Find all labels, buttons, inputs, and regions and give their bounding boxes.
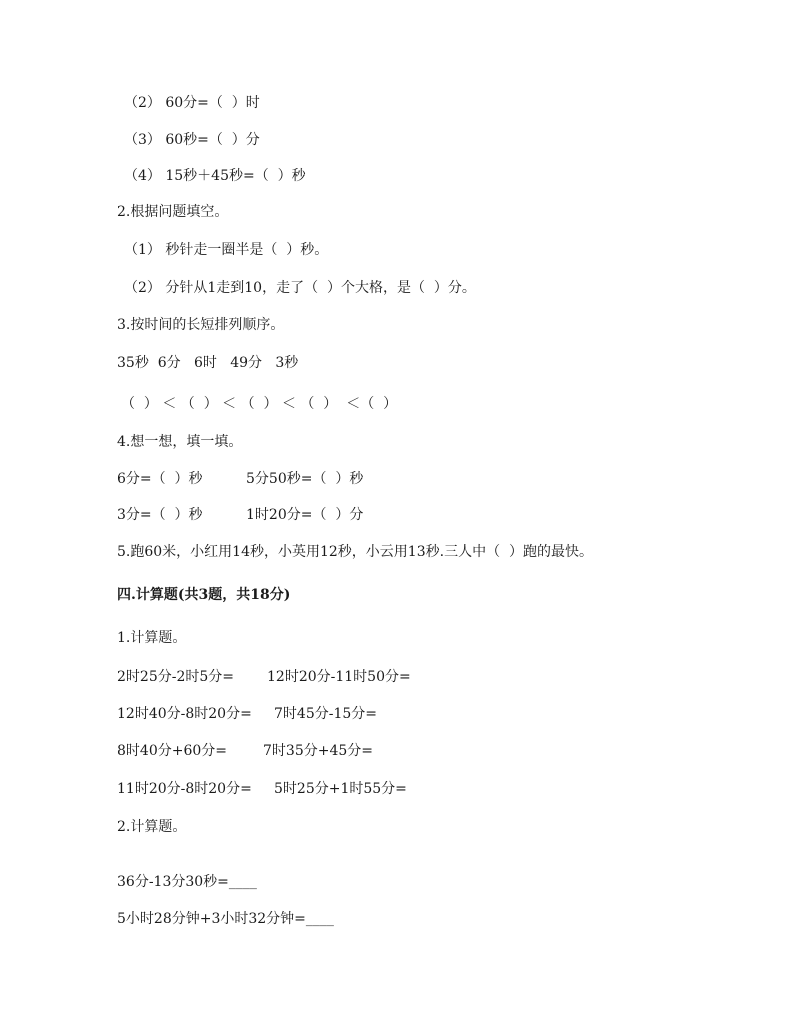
question-5: 5.跑60米，小红用14秒，小英用12秒，小云用13秒.三人中（ ）跑的最快。 <box>117 544 593 560</box>
question-2-item-2: （2） 分针从1走到10，走了（ ）个大格，是（ ）分。 <box>124 280 476 296</box>
calc-row-2-left: 12时40分-8时20分= <box>117 706 252 722</box>
question-3-title: 3.按时间的长短排列顺序。 <box>117 317 285 333</box>
question-4-row-1-left: 6分=（ ）秒 <box>117 471 203 487</box>
calc-question-2-item-2: 5小时28分钟+3小时32分钟=____ <box>117 911 334 927</box>
calc-question-2-item-1: 36分-13分30秒=____ <box>117 874 257 890</box>
question-3-items: 35秒 6分 6时 49分 3秒 <box>117 355 299 371</box>
calc-row-1-right: 12时20分-11时50分= <box>267 669 411 685</box>
calc-row-3-left: 8时40分+60分= <box>117 743 227 759</box>
question-4-title: 4.想一想，填一填。 <box>117 434 243 450</box>
section-heading: 四.计算题(共3题，共18分) <box>117 587 291 603</box>
question-2-item-1: （1） 秒针走一圈半是（ ）秒。 <box>124 242 329 258</box>
question-4-row-1-right: 5分50秒=（ ）秒 <box>246 471 364 487</box>
fill-blank-item-4: （4） 15秒＋45秒=（ ）秒 <box>124 168 306 184</box>
question-3-order-blanks: （ ） ＜ （ ） ＜ （ ） ＜ （ ） ＜（ ） <box>121 396 398 412</box>
question-4-row-2-left: 3分=（ ）秒 <box>117 507 203 523</box>
calc-row-1-left: 2时25分-2时5分= <box>117 669 234 685</box>
calc-question-1-title: 1.计算题。 <box>117 630 187 646</box>
calc-row-3-right: 7时35分+45分= <box>263 743 373 759</box>
fill-blank-item-2: （2） 60分=（ ）时 <box>124 95 260 111</box>
question-4-row-2-right: 1时20分=（ ）分 <box>246 507 364 523</box>
question-2-title: 2.根据问题填空。 <box>117 204 229 220</box>
calc-question-2-title: 2.计算题。 <box>117 819 187 835</box>
fill-blank-item-3: （3） 60秒=（ ）分 <box>124 132 260 148</box>
calc-row-4-left: 11时20分-8时20分= <box>117 781 252 797</box>
calc-row-4-right: 5时25分+1时55分= <box>274 781 407 797</box>
calc-row-2-right: 7时45分-15分= <box>274 706 377 722</box>
